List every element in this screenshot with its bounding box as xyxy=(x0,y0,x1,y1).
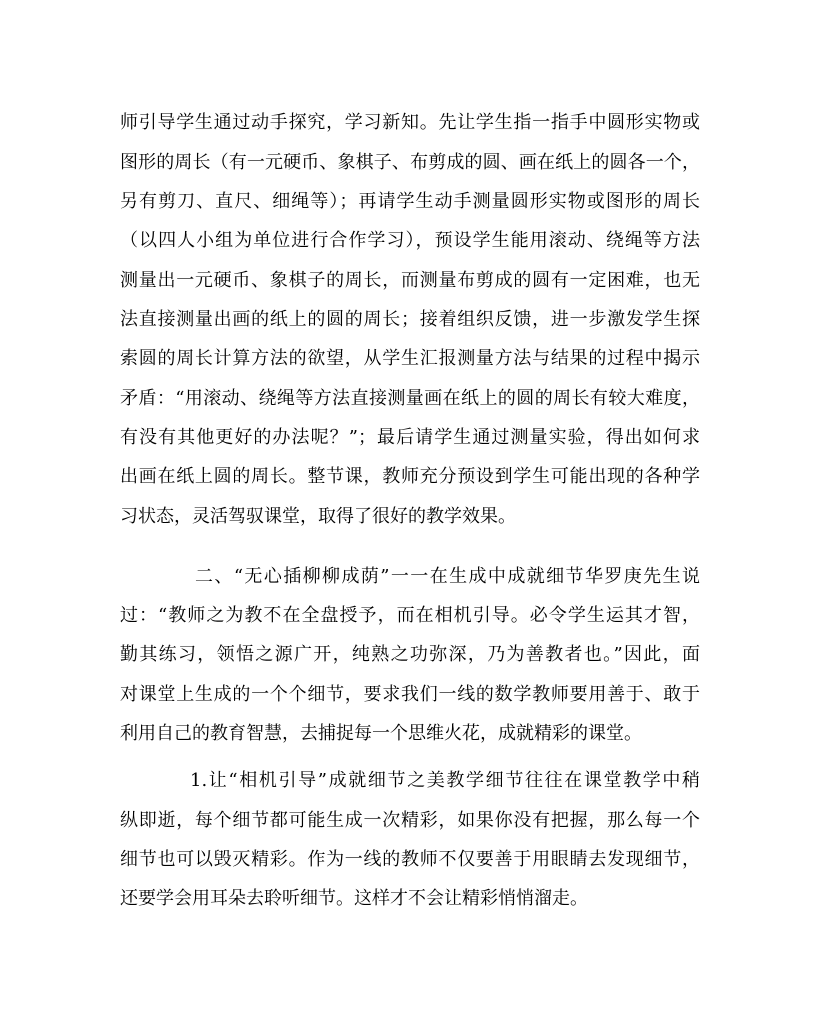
paragraph-1-line: 索圆的周长计算方法的欲望，从学生汇报测量方法与结果的过程中揭示 xyxy=(120,348,700,369)
paragraph-1-line: 师引导学生通过动手探究，学习新知。先让学生指一指手中圆形实物或 xyxy=(120,112,700,133)
paragraph-2-line: 对课堂上生成的一个个细节，要求我们一线的数学教师要用善于、敢于 xyxy=(120,684,700,705)
paragraph-1-line: 图形的周长（有一元硬币、象棋子、布剪成的圆、画在纸上的圆各一个， xyxy=(120,152,700,173)
paragraph-1-line: 法直接测量出画的纸上的圆的周长；接着组织反馈，进一步激发学生探 xyxy=(120,309,700,330)
paragraph-1-line: 习状态，灵活驾驭课堂，取得了很好的教学效果。 xyxy=(120,506,516,527)
paragraph-1-line: 测量出一元硬币、象棋子的周长，而测量布剪成的圆有一定困难，也无 xyxy=(120,270,700,291)
paragraph-1-line: 出画在纸上圆的周长。整节课，教师充分预设到学生可能出现的各种学 xyxy=(120,466,700,487)
paragraph-2-line: 二、“无心插柳柳成荫”一一在生成中成就细节华罗庚先生说 xyxy=(195,566,700,587)
paragraph-1-line: 矛盾：“用滚动、绕绳等方法直接测量画在纸上的圆的周长有较大难度， xyxy=(120,388,700,409)
paragraph-1-line: 有没有其他更好的办法呢？”；最后请学生通过测量实验，得出如何求 xyxy=(120,427,700,448)
paragraph-2-line: 勤其练习，领悟之源广开，纯熟之功弥深，乃为善教者也。”因此，面 xyxy=(120,644,700,665)
paragraph-2-line: 过：“教师之为教不在全盘授予，而在相机引导。必令学生运其才智， xyxy=(120,605,700,626)
paragraph-2-line: 利用自己的教育智慧，去捕捉每一个思维火花，成就精彩的课堂。 xyxy=(120,723,642,744)
paragraph-1-line: 另有剪刀、直尺、细绳等）；再请学生动手测量圆形实物或图形的周长 xyxy=(120,191,700,212)
paragraph-1-line: （以四人小组为单位进行合作学习），预设学生能用滚动、绕绳等方法 xyxy=(120,230,700,251)
paragraph-3-line: 1.让“相机引导”成就细节之美教学细节往往在课堂教学中稍 xyxy=(190,770,700,791)
paragraph-3-line: 还要学会用耳朵去聆听细节。这样才不会让精彩悄悄溜走。 xyxy=(120,888,588,909)
paragraph-3-line: 纵即逝，每个细节都可能生成一次精彩，如果你没有把握，那么每一个 xyxy=(120,810,700,831)
paragraph-3-line: 细节也可以毁灭精彩。作为一线的教师不仅要善于用眼睛去发现细节， xyxy=(120,849,700,870)
